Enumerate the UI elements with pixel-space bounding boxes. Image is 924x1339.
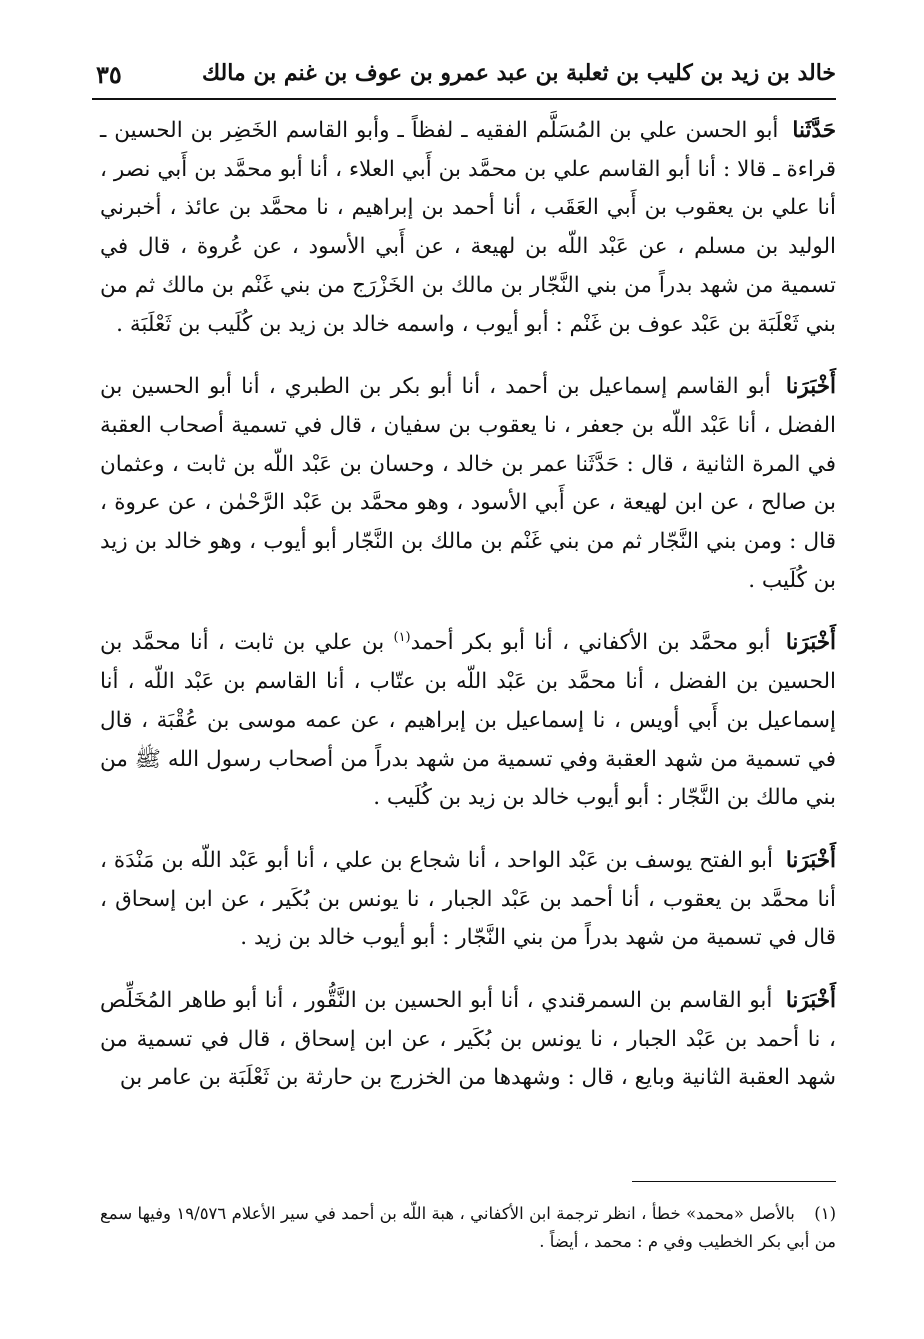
footnote-number: (١)	[814, 1204, 836, 1223]
hadith-paragraph	[100, 112, 836, 344]
paragraph-text: أبو الحسن علي بن المُسَلَّم الفقيه ـ لفظاً ـ وأبو القاسم الخَضِر بن الحسين ـ قراءة ـ قالا : أنا أبو القاسم علي بن محمَّد بن أَبي العلاء ، أنا أبو محمَّد بن أَبي نصر ، أنا علي بن يعقوب بن أَبي العَقَب ، أنا أحمد بن إبراهيم ، نا محمَّد بن عائذ ، أخبرني الوليد بن مسلم ، عن عَبْد اللّه بن لهيعة ، عن أَبي الأسود ، عن عُروة ، قال في تسمية من شهد بدراً من بني النَّجّار بن مالك بن الخَزْرَج من بني غَنْم بن مالك ثم من بني ثَعْلَبَة بن عَبْد عوف بن غَنْم : أبو أيوب ، واسمه خالد بن زيد بن كُلَيب بن ثَعْلَبَة .	[100, 118, 836, 337]
footnote-text: بالأصل «محمد» خطأ ، انظر ترجمة ابن الأكفاني ، هبة اللّه بن أحمد في سير الأعلام ١٩/٥٧٦ وفيها سمع من أبي بكر الخطيب وفي م : محمد ، أيضاً .	[100, 1204, 836, 1251]
running-header	[92, 56, 836, 100]
paragraph-text: أبو القاسم إسماعيل بن أحمد ، أنا أبو بكر بن الطبري ، أنا أبو الحسين بن الفضل ، أنا عَبْد اللّه بن جعفر ، نا يعقوب بن سفيان ، قال في تسمية أصحاب العقبة في المرة الثانية ، قال : حَدَّثَنا عمر بن خالد ، وحسان بن عَبْد اللّه بن ثابت ، وعثمان بن صالح ، عن ابن لهيعة ، عن أَبي الأسود ، وهو محمَّد بن عَبْد الرَّحْمٰن ، عن عروة ، قال : ومن بني النَّجّار ثم من بني غَنْم بن مالك بن النَّجّار أبو أيوب ، وهو خالد بن زيد بن كُلَيب .	[100, 374, 836, 593]
transmission-lead: أَخْبَرَنا	[785, 988, 836, 1014]
transmission-lead: أَخْبَرَنا	[785, 630, 836, 656]
hadith-paragraph	[100, 982, 836, 1098]
page-number: ٣٥	[96, 60, 122, 89]
footnote	[100, 1200, 836, 1256]
footnote-divider	[632, 1181, 836, 1182]
paragraph-text: بن علي بن ثابت ، أنا محمَّد بن الحسين بن الفضل ، أنا محمَّد بن عَبْد اللّه بن عتّاب ، أنا القاسم بن عَبْد اللّه ، أنا إسماعيل بن أَبي أويس ، نا إسماعيل بن إبراهيم ، عن عمه موسى بن عُقْبَة ، قال في تسمية من شهد العقبة وفي تسمية من شهد بدراً من أصحاب رسول الله ﷺ من بني مالك بن النَّجّار : أبو أيوب خالد بن زيد بن كُلَيب .	[100, 630, 836, 811]
hadith-paragraph	[100, 842, 836, 958]
header-title: خالد بن زيد بن كليب بن ثعلبة بن عبد عمرو بن عوف بن غنم بن مالك	[201, 60, 836, 86]
hadith-paragraph	[100, 624, 836, 818]
transmission-lead: حَدَّثَنا	[792, 118, 836, 143]
paragraph-text: أبو الفتح يوسف بن عَبْد الواحد ، أنا شجاع بن علي ، أنا أبو عَبْد اللّه بن مَنْدَة ، أنا محمَّد بن يعقوب ، أنا أحمد بن عَبْد الجبار ، نا يونس بن بُكَير ، عن ابن إسحاق ، قال في تسمية من شهد بدراً من بني النَّجّار : أبو أيوب خالد بن زيد .	[100, 847, 836, 951]
main-text	[100, 112, 836, 1122]
paragraph-text: أبو القاسم بن السمرقندي ، أنا أبو الحسين بن النَّقُّور ، أنا أبو طاهر المُخَلِّص ، نا أحمد بن عَبْد الجبار ، نا يونس بن بُكَير ، عن ابن إسحاق ، قال في تسمية من شهد العقبة الثانية وبايع ، قال : وشهدها من الخزرج بن حارثة بن ثَعْلَبَة بن عامر بن	[100, 988, 836, 1091]
hadith-paragraph	[100, 368, 836, 600]
footnote-reference[interactable]: (١)	[393, 630, 411, 646]
paragraph-text: أبو محمَّد بن الأكفاني ، أنا أبو بكر أحمد	[410, 630, 771, 656]
transmission-lead: أَخْبَرَنا	[785, 847, 836, 873]
transmission-lead: أَخْبَرَنا	[785, 374, 836, 400]
